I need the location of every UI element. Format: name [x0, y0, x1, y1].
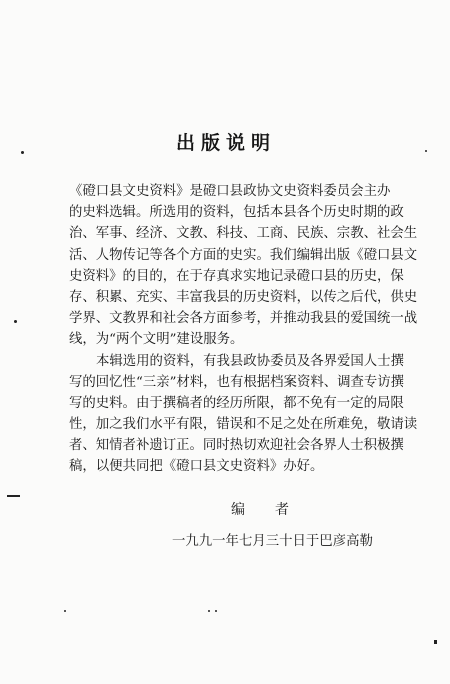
scan-speck [208, 610, 210, 612]
paragraph-1-line: 的史料选辑。所选用的资料，包括本县各个历史时期的政 [69, 205, 404, 221]
scan-speck [215, 610, 217, 612]
paragraph-2-line: 稿，以便共同把《磴口县文史资料》办好。 [69, 459, 324, 475]
paragraph-1-line: 治、军事、经济、文教、科技、工商、民族、宗教、社会生 [69, 226, 418, 242]
scan-speck [434, 640, 437, 644]
paragraph-1-line: 学界、文教界和社会各方面参考，并推动我县的爱国统一战 [69, 311, 418, 327]
body-text [69, 181, 418, 478]
paragraph-1-line: 线，为“两个文明”建设服务。 [69, 332, 244, 348]
paragraph-2-line: 本辑选用的资料，有我县政协委员及各界爱国人士撰 [96, 353, 404, 369]
paragraph-1-line: 活、人物传记等各个方面的史实。我们编辑出版《磴口县文 [69, 247, 418, 263]
paragraph-2-line: 者、知情者补遗订正。同时热切欢迎社会各界人士积极撰 [69, 438, 404, 454]
paragraph-2-line: 写的回忆性“三亲”材料，也有根据档案资料、调查专访撰 [69, 374, 405, 390]
paragraph-2-line: 性，加之我们水平有限，错误和不足之处在所难免，敬请读 [69, 417, 418, 433]
page-title: 出版说明 [176, 132, 277, 154]
scan-speck [14, 320, 17, 323]
scan-speck [7, 495, 20, 497]
paragraph-1-line: 史资料》的目的，在于存真求实地记录磴口县的历史，保 [69, 268, 404, 284]
paragraph-1-line: 《磴口县文史资料》是磴口县政协文史资料委员会主办 [69, 184, 391, 199]
scan-speck [425, 150, 427, 152]
paragraph-2-line: 写的史料。由于撰稿者的经历所限，都不免有一定的局限 [69, 395, 404, 411]
scan-speck [21, 151, 24, 154]
scan-speck [64, 610, 66, 612]
date-line: 一九九一年七月三十日于巴彦高勒 [172, 534, 373, 549]
paragraph-1-line: 存、积累、充实、丰富我县的历史资料，以传之后代，供史 [69, 289, 418, 305]
signoff: 编者 [231, 502, 319, 518]
